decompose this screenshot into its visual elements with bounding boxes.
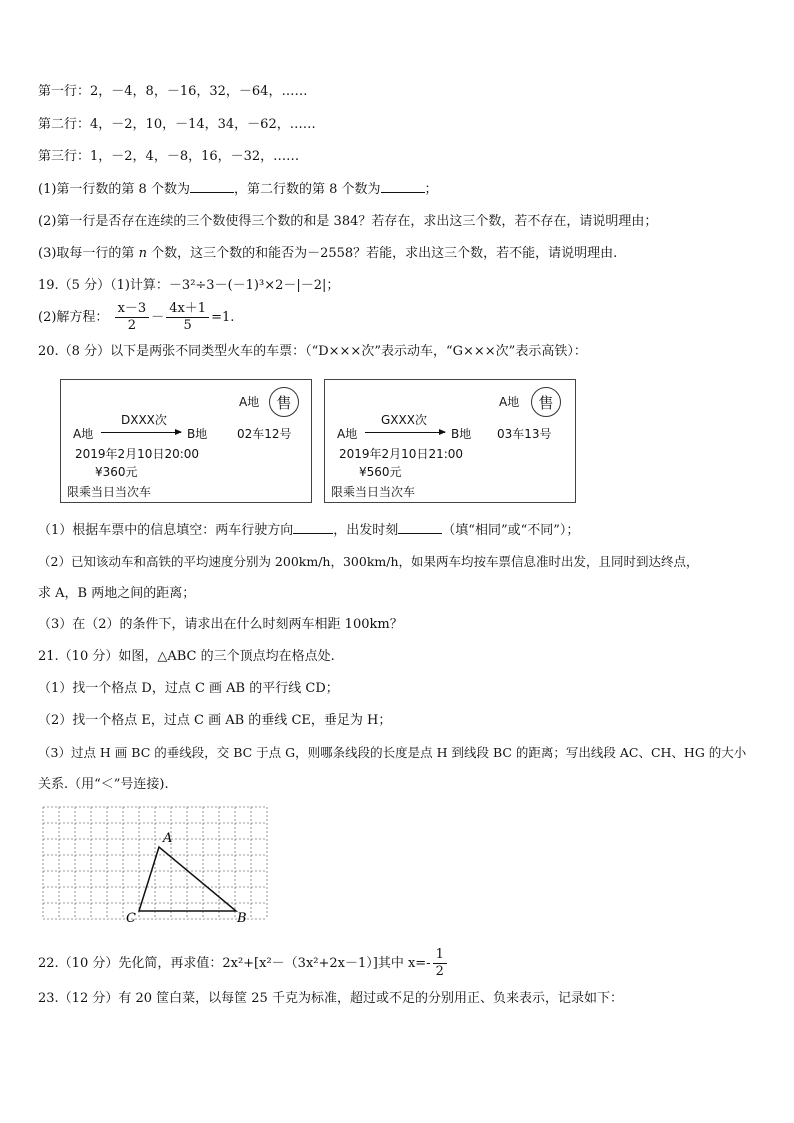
q20-part3: （3）在（2）的条件下，请求出在什么时刻两车相距 100km？ <box>38 617 403 632</box>
ticket-seat: 03车13号 <box>497 427 552 441</box>
answer-blank[interactable] <box>190 180 234 193</box>
q18-part1 <box>38 180 438 199</box>
equation-tail: =1. <box>211 310 235 325</box>
vertex-label-b: B <box>237 911 247 926</box>
ticket-note: 限乘当日当次车 <box>67 485 152 499</box>
direction-arrow-icon <box>101 432 181 433</box>
q20-part2-line2: 求 A，B 两地之间的距离； <box>38 586 196 601</box>
q20-part1 <box>38 521 579 540</box>
direction-arrow-icon <box>365 432 445 433</box>
q19-part2 <box>38 300 234 336</box>
q23-heading: 23.（12 分）有 20 筐白菜，以每筐 25 千克为标准，超过或不足的分别用正、负来表示，记录如下： <box>38 991 623 1006</box>
ticket-destination: B地 <box>187 427 208 441</box>
q20-part1-text-a: （1）根据车票中的信息填空：两车行驶方向 <box>38 523 294 538</box>
q22-text: 22.（10 分）先化简，再求值：2x²+[x²－（3x²+2x－1）]其中 x=- <box>38 956 431 971</box>
ticket-departure: 2019年2月10日21:00 <box>339 447 464 461</box>
minus-sign: － <box>151 310 165 325</box>
ticket-price: ¥360元 <box>95 465 138 479</box>
ticket-departure: 2019年2月10日20:00 <box>75 447 200 461</box>
ticket-seat: 02车12号 <box>237 427 292 441</box>
q21-heading: 21.（10 分）如图，△ABC 的三个顶点均在格点处. <box>38 649 335 664</box>
q18-part1-text-c: ； <box>424 182 438 197</box>
fraction-neg-half <box>433 947 447 980</box>
sequence-row-3: 第三行：1，－2，4，－8，16，－32，…… <box>38 149 300 164</box>
ticket-station: A地 <box>499 395 520 409</box>
q20-heading: 20.（8 分）以下是两张不同类型火车的车票：（“D×××次”表示动车，“G×××次”表示高铁）： <box>38 344 587 359</box>
sequence-row-2: 第二行：4，－2，10，－14，34，－62，…… <box>38 117 316 132</box>
q22 <box>38 946 449 982</box>
sequence-row-1: 第一行：2，－4，8，－16，32，－64，…… <box>38 84 308 99</box>
q21-part3-line2: 关系.（用“＜”号连接). <box>38 777 169 792</box>
ticket-d <box>60 379 312 503</box>
ticket-price: ¥560元 <box>359 465 402 479</box>
q18-part3-text-a: (3)取每一行的第 <box>38 246 139 261</box>
q18-part3-text-b: 个数，这三个数的和能否为－2558？若能，求出这三个数，若不能，请说明理由. <box>146 246 618 261</box>
q21-part3-line1: （3）过点 H 画 BC 的垂线段，交 BC 于点 G，则哪条线段的长度是点 H 到线段 BC 的距离；写出线段 AC、CH、HG 的大小 <box>38 745 747 760</box>
fraction-1-denominator: 2 <box>127 318 136 333</box>
q20-part1-text-c: （填“相同”或“不同”）； <box>442 523 580 538</box>
q20-part2-line1: （2）已知该动车和高铁的平均速度分别为 200km/h，300km/h，如果两车均按车票信息准时出发，且同时到达终点， <box>38 554 699 569</box>
ticket-origin: A地 <box>73 427 94 441</box>
variable-n: n <box>138 246 147 261</box>
ticket-note: 限乘当日当次车 <box>331 485 416 499</box>
fraction-denominator: 2 <box>435 964 444 979</box>
q19-part2-label: (2)解方程： <box>38 310 109 325</box>
ticket-g <box>324 379 576 503</box>
q18-part1-text-a: (1)第一行数的第 8 个数为 <box>38 182 190 197</box>
fraction-1-numerator: x－3 <box>115 301 150 318</box>
q18-part2: (2)第一行是否存在连续的三个数使得三个数的和是 384？若存在，求出这三个数，若不存在，请说明理由； <box>38 214 658 229</box>
fraction-1 <box>115 301 150 334</box>
triangle-abc <box>139 847 236 911</box>
vertex-label-c: C <box>126 911 136 926</box>
q19-heading: 19.（5 分）（1)计算：－3²÷3－(－1)³×2－|－2|； <box>38 278 340 293</box>
vertex-label-a: A <box>163 831 173 846</box>
ticket-origin: A地 <box>337 427 358 441</box>
q18-part3 <box>38 245 617 263</box>
triangle-grid-figure <box>42 804 278 930</box>
q18-part1-text-b: ，第二行数的第 8 个数为 <box>233 182 381 197</box>
fraction-numerator: 1 <box>433 947 447 964</box>
q21-part1: （1）找一个格点 D，过点 C 画 AB 的平行线 CD； <box>38 681 339 696</box>
fraction-2 <box>166 301 209 334</box>
sold-stamp-icon: 售 <box>531 387 561 417</box>
fraction-2-numerator: 4x＋1 <box>166 301 209 318</box>
answer-blank[interactable] <box>293 521 333 534</box>
fraction-2-denominator: 5 <box>183 318 192 333</box>
ticket-station: A地 <box>239 395 260 409</box>
answer-blank[interactable] <box>398 521 442 534</box>
ticket-train-number: DXXX次 <box>121 413 167 427</box>
answer-blank[interactable] <box>381 180 425 193</box>
q20-part1-text-b: ，出发时刻 <box>333 523 399 538</box>
grid-lines <box>43 807 267 919</box>
ticket-train-number: GXXX次 <box>381 413 427 427</box>
q21-part2: （2）找一个格点 E，过点 C 画 AB 的垂线 CE，垂足为 H； <box>38 713 392 728</box>
ticket-destination: B地 <box>451 427 472 441</box>
sold-stamp-icon: 售 <box>269 387 299 417</box>
